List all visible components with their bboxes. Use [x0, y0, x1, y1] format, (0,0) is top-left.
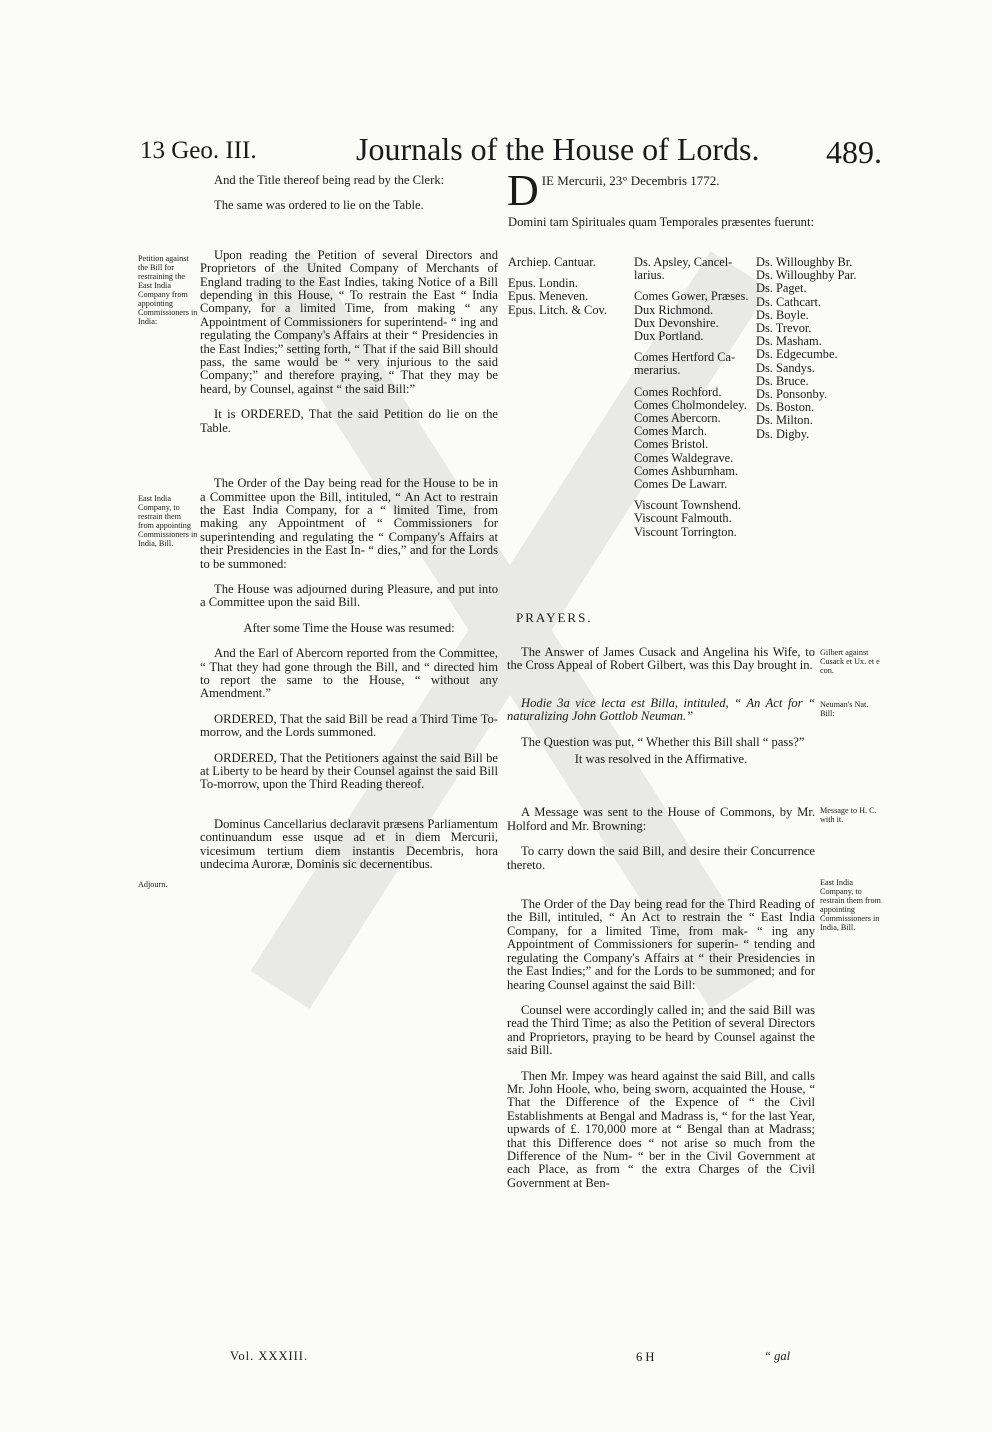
paragraph: It is ORDERED, That the said Petition do lie on the Table.: [200, 407, 498, 435]
margin-note-east-india-bill: East India Company, to restrain them from appointing Commissioners in India, Bill.: [138, 494, 198, 548]
roll-entry: Dux Devonshire.: [634, 315, 719, 330]
volume-label: Vol. XXXIII.: [230, 1349, 309, 1363]
paragraph: After some Time the House was resumed:: [243, 620, 455, 635]
paragraph: And the Earl of Abercorn reported from the Committee, “ That they had gone through the Bill, and “ directed him to report the same to the House, “ without any Amendment.”: [200, 646, 498, 701]
roll-entry: Ds. Boston.: [756, 400, 815, 415]
roll-column-barons: [756, 256, 856, 441]
roll-column-temporal: [634, 256, 748, 539]
paragraph: Hodie 3a vice lecta est Billa, intituled, “ An Act for “ naturalizing John Gottlob Neuman.”: [507, 695, 815, 724]
roll-column-spiritual: [508, 256, 607, 317]
paragraph: The House was adjourned during Pleasure, and put into a Committee upon the said Bill.: [200, 581, 498, 610]
date-line: IE Mercurii, 23° Decembris 1772.: [541, 173, 720, 188]
roll-entry: Viscount Townshend.: [634, 498, 741, 513]
roll-entry: Ds. Cathcart.: [756, 294, 822, 309]
roll-entry: Comes Gower, Præses.: [634, 289, 749, 304]
roll-entry: Viscount Torrington.: [634, 524, 737, 539]
roll-entry: Ds. Apsley, Cancel-: [634, 255, 733, 269]
roll-entry: Comes Ashburnham.: [634, 463, 738, 478]
roll-entry: Archiep. Cantuar.: [508, 255, 596, 269]
paragraph: Upon reading the Petition of several Directors and Proprietors of the United Company of Merchants of England trading to the East Indies, taking Notice of a Bill depending in this House, “ To restrain the East “ India Company, for a limited Time, from making “ any Appointment of Commissioners for superintend- “ ing and regulating the Company's Affairs at their “ Presidencies in the East Indies;” setting forth, “ That if the said Bill should pass, the same would be “ very injurious to the said Company;” and therefore praying, “ That they may be heard, by Counsel, against “ the said Bill:”: [200, 247, 498, 396]
roll-entry: Ds. Edgecumbe.: [756, 347, 838, 362]
page-number: 489.: [826, 134, 882, 170]
roll-entry: Ds. Boyle.: [756, 307, 809, 322]
drop-cap: D: [507, 166, 539, 215]
paragraph: A Message was sent to the House of Commons, by Mr. Holford and Mr. Browning:: [507, 805, 815, 833]
roll-entry: Ds. Ponsonby.: [756, 387, 828, 402]
roll-entry: merarius.: [634, 363, 681, 378]
paragraph: The same was ordered to lie on the Table.: [214, 198, 424, 213]
roll-entry: Comes Hertford Ca-: [634, 350, 736, 365]
sitting-date: [507, 166, 815, 215]
paragraph: Then Mr. Impey was heard against the said Bill, and calls Mr. John Hoole, who, being sworn, acquainted the House, “ That the Difference of the Expence of “ the Civil Establishments at Bengal and Madrass is, “ for the last Year, upwards of £. 170,000 more at “ Bengal than at Madrass; that this Difference does “ not arise so much from the Difference of the Num- “ ber in the Civil Government at each Place, as from “ the extra Charges of the Civil Government at Ben-: [507, 1068, 815, 1190]
paragraph: ORDERED, That the Petitioners against the said Bill be at Liberty to be heard by their Counsel against the said Bill To-morrow, upon the Third Reading thereof.: [200, 750, 498, 792]
right-column: [507, 646, 815, 1202]
roll-entry: Comes Waldegrave.: [634, 450, 734, 465]
left-column: [200, 174, 498, 883]
roll-entry: Ds. Trevor.: [756, 321, 812, 336]
paragraph: Dominus Cancellarius declaravit præsens Parliamentum continuandum esse usque ad et in diem Mercurii, vicesimum tertium diem instantis Decembris, hora undecima Auroræ, Dominis sic decernentibus.: [200, 816, 498, 872]
margin-note-east-india-bill-right: East India Company, to restrain them from appointing Commissioners in India, Bill.: [820, 878, 881, 932]
roll-entry: Ds. Masham.: [756, 334, 822, 349]
margin-note-petition: Petition against the Bill for restraining the East India Company from appointing Commissioners in India:: [138, 254, 198, 326]
catchword: “ gal: [764, 1349, 791, 1363]
roll-entry: Ds. Bruce.: [756, 373, 809, 388]
present-heading: Domini tam Spirituales quam Temporales præsentes fuerunt:: [508, 215, 814, 229]
roll-entry: Dux Richmond.: [634, 302, 714, 317]
margin-note-adjourn: Adjourn.: [138, 880, 168, 889]
roll-entry: Dux Portland.: [634, 329, 704, 344]
paragraph: To carry down the said Bill, and desire their Concurrence thereto.: [507, 844, 815, 872]
paragraph: The Order of the Day being read for the House to be in a Committee upon the Bill, intituled, “ An Act to restrain the East India Company, for a “ limited Time, from making any Appointment of “ Commissioners for superintending and regulating the “ Company's Affairs at their Presidencies in the East In- “ dies,” and for the Lords to be summoned:: [200, 476, 498, 571]
roll-entry: Comes Cholmondeley.: [634, 397, 747, 412]
prayers-heading: PRAYERS.: [516, 610, 593, 625]
roll-entry: Epus. Londin.: [508, 276, 578, 291]
roll-entry: Comes De Lawarr.: [634, 477, 728, 492]
roll-entry: larius.: [634, 268, 665, 283]
paragraph: It was resolved in the Affirmative.: [574, 752, 748, 767]
roll-entry: Ds. Sandys.: [756, 360, 815, 375]
paragraph: And the Title thereof being read by the Clerk:: [214, 173, 445, 187]
paragraph: ORDERED, That the said Bill be read a Third Time To-morrow, and the Lords summoned.: [200, 711, 498, 740]
roll-entry: Ds. Willoughby Br.: [756, 255, 853, 269]
roll-entry: Comes Abercorn.: [634, 411, 721, 426]
signature-mark: 6 H: [636, 1350, 655, 1364]
paragraph: The Question was put, “ Whether this Bill shall “ pass?”: [521, 734, 805, 749]
roll-entry: Comes Rochford.: [634, 384, 722, 399]
roll-entry: Ds. Milton.: [756, 413, 813, 428]
paragraph: The Answer of James Cusack and Angelina his Wife, to the Cross Appeal of Robert Gilbert, was this Day brought in.: [507, 645, 815, 673]
running-head-title: Journals of the House of Lords.: [356, 131, 760, 167]
margin-note-neuman: Neuman's Nat. Bill:: [820, 700, 869, 718]
running-head-reign: 13 Geo. III.: [140, 137, 257, 164]
roll-entry: Comes Bristol.: [634, 437, 709, 452]
roll-entry: Epus. Litch. & Cov.: [508, 302, 608, 317]
paragraph: The Order of the Day being read for the Third Reading of the Bill, intituled, “ An Act to restrain the “ East India Company, for a limited Time, from mak- “ ing any Appointment of Commissioners for superin- “ tending and regulating the Company's Affairs at “ their Presidencies in the East Indies;” and for the Lords to be summoned; and for hearing Counsel against the said Bill:: [507, 897, 815, 992]
roll-entry: Ds. Paget.: [756, 281, 807, 296]
roll-entry: Viscount Falmouth.: [634, 511, 732, 526]
roll-entry: Ds. Willoughby Par.: [756, 268, 857, 283]
roll-entry: Ds. Digby.: [756, 426, 810, 441]
margin-note-gilbert: Gilbert against Cusack et Ux. et e con.: [820, 648, 880, 675]
paragraph: Counsel were accordingly called in; and the said Bill was read the Third Time; as also the Petition of several Directors and Proprietors, praying to be heard by Counsel against the said Bill.: [507, 1002, 815, 1058]
margin-note-message: Message to H. C. with it.: [820, 806, 877, 824]
roll-entry: Comes March.: [634, 424, 707, 439]
roll-entry: Epus. Meneven.: [508, 289, 589, 304]
